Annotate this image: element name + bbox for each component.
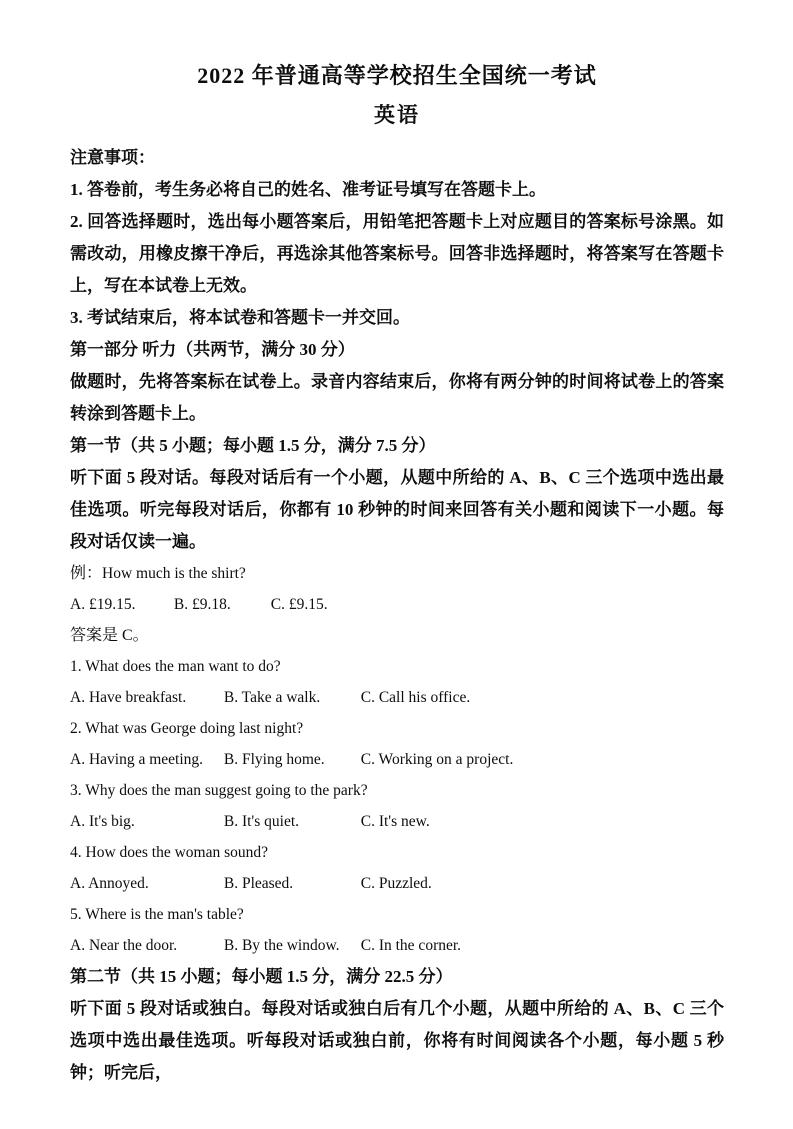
question-4-options — [70, 868, 724, 899]
question-5-option-b: B. By the window. — [223, 937, 340, 954]
page-title: 2022 年普通高等学校招生全国统一考试 — [197, 63, 597, 88]
example-option-a: A. £19.15. — [70, 596, 136, 613]
question-2-option-c: C. Working on a project. — [360, 751, 514, 768]
example-options-row — [70, 589, 724, 620]
question-2-options — [70, 744, 724, 775]
question-1-option-a: A. Have breakfast. — [70, 689, 187, 706]
notice-item-3: 3. 考试结束后，将本试卷和答题卡一并交回。 — [70, 308, 410, 327]
question-5-option-c: C. In the corner. — [360, 937, 462, 954]
question-1-option-b: B. Take a walk. — [223, 689, 321, 706]
section1-heading: 第一节（共 5 小题；每小题 1.5 分，满分 7.5 分） — [70, 436, 436, 455]
question-3-option-b: B. It's quiet. — [223, 813, 299, 830]
section2-instructions: 听下面 5 段对话或独白。每段对话或独白后有几个小题，从题中所给的 A、B、C 三个选项中选出最佳选项。听每段对话或独白前，你将有时间阅读各个小题，每小题 5 秒钟；听完后， — [70, 999, 724, 1082]
notice-item-1: 1. 答卷前，考生务必将自己的姓名、准考证号填写在答题卡上。 — [70, 180, 546, 199]
example-label: 例： — [70, 565, 103, 582]
question-3-option-a: A. It's big. — [70, 813, 135, 830]
question-4-option-b: B. Pleased. — [223, 875, 294, 892]
example-option-c: C. £9.15. — [270, 596, 328, 613]
example-answer-note: 答案是 C。 — [70, 627, 149, 644]
example-option-b: B. £9.18. — [173, 596, 231, 613]
question-4-option-c: C. Puzzled. — [360, 875, 432, 892]
question-3-text: 3. Why does the man suggest going to the park? — [70, 782, 368, 799]
question-5-option-a: A. Near the door. — [70, 937, 178, 954]
notice-item-2: 2. 回答选择题时，选出每小题答案后，用铅笔把答题卡上对应题目的答案标号涂黑。如需改动，用橡皮擦干净后，再选涂其他答案标号。回答非选择题时，将答案写在答题卡上，写在本试卷上无效。 — [70, 212, 724, 295]
question-3-options — [70, 806, 724, 837]
part1-intro: 做题时，先将答案标在试卷上。录音内容结束后，你将有两分钟的时间将试卷上的答案转涂到答题卡上。 — [70, 372, 724, 423]
example-question: How much is the shirt? — [102, 565, 246, 582]
question-2-option-a: A. Having a meeting. — [70, 751, 204, 768]
question-1-options — [70, 682, 724, 713]
question-5-text: 5. Where is the man's table? — [70, 906, 244, 923]
question-3-option-c: C. It's new. — [360, 813, 430, 830]
question-4-text: 4. How does the woman sound? — [70, 844, 269, 861]
question-2-text: 2. What was George doing last night? — [70, 720, 304, 737]
question-1-text: 1. What does the man want to do? — [70, 658, 281, 675]
example-question-line — [70, 558, 724, 589]
section2-heading: 第二节（共 15 小题；每小题 1.5 分，满分 22.5 分） — [70, 967, 453, 986]
question-5-options — [70, 930, 724, 961]
question-4-option-a: A. Annoyed. — [70, 875, 149, 892]
page-subtitle: 英语 — [374, 103, 420, 127]
part1-heading: 第一部分 听力（共两节，满分 30 分） — [70, 340, 355, 359]
notice-heading: 注意事项： — [70, 148, 155, 167]
section1-instructions: 听下面 5 段对话。每段对话后有一个小题，从题中所给的 A、B、C 三个选项中选出最佳选项。听完每段对话后，你都有 10 秒钟的时间来回答有关小题和阅读下一小题。每段对话仅读一遍。 — [70, 468, 724, 551]
question-2-option-b: B. Flying home. — [223, 751, 325, 768]
question-1-option-c: C. Call his office. — [360, 689, 471, 706]
